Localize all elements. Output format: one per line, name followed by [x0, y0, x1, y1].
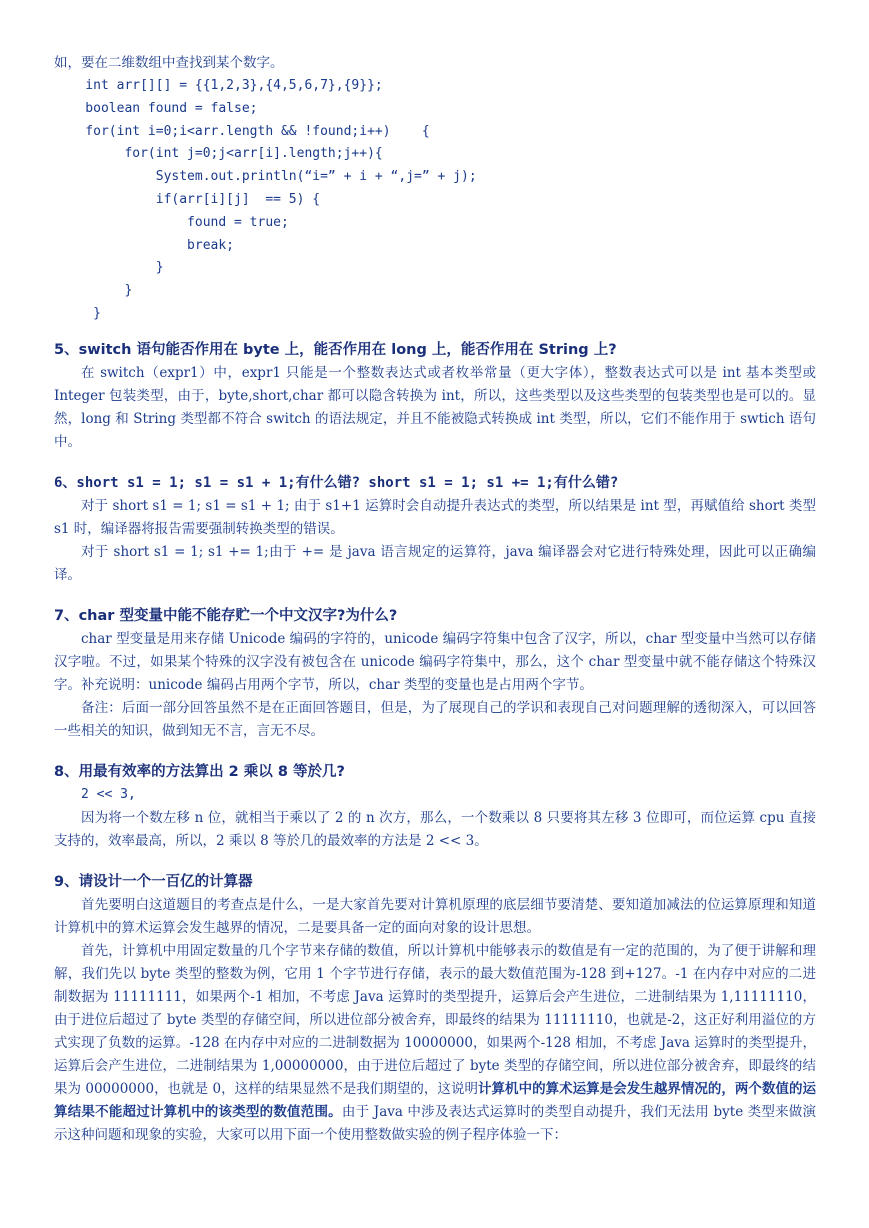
paragraph: 对于 short s1 = 1; s1 = s1 + 1; 由于 s1+1 运算时会自动提升表达式的类型，所以结果是 int 型，再赋值给 short 类型 s1 时，编译器将报告需要强制转换类型的错误。 — [54, 497, 816, 537]
paragraph: 备注：后面一部分回答虽然不是在正面回答题目，但是，为了展现自己的学识和表现自己对问题理解的透彻深入，可以回答一些相关的知识，做到知无不言，言无不尽。 — [54, 699, 816, 739]
section-heading: 6、short s1 = 1; s1 = s1 + 1;有什么错? short s1 = 1; s1 += 1;有什么错? — [54, 474, 619, 491]
section-9 — [54, 870, 816, 1147]
paragraph: 在 switch（expr1）中，expr1 只能是一个整数表达式或者枚举常量（更大字体），整数表达式可以是 int 基本类型或 Integer 包装类型，由于，byte,short,char 都可以隐含转换为 int，所以，这些类型以及这些类型的包装类型也是可以的。显然，long 和 String 类型都不符合 switch 的语法规定，并且不能被隐式转换成 int 类型，所以，它们不能作用于 swtich 语句中。 — [54, 364, 816, 450]
section-6 — [54, 471, 816, 587]
document-page — [54, 52, 816, 1147]
section-8 — [54, 760, 816, 853]
code-line: for(int j=0;j<arr[i].length;j++){ — [54, 146, 383, 162]
section-heading: 7、char 型变量中能不能存贮一个中文汉字?为什么? — [54, 607, 398, 624]
code-line: break; — [54, 237, 235, 253]
code-line: for(int i=0;i<arr.length && !found;i++) { — [54, 123, 430, 139]
code-line: } — [54, 283, 133, 299]
section-heading: 8、用最有效率的方法算出 2 乘以 8 等於几? — [54, 763, 345, 780]
code-line: if(arr[i][j] == 5) { — [54, 191, 321, 207]
paragraph: 因为将一个数左移 n 位，就相当于乘以了 2 的 n 次方，那么，一个数乘以 8 只要将其左移 3 位即可，而位运算 cpu 直接支持的，效率最高，所以，2 乘以 8 等於几的最效率的方法是 2 << 3。 — [54, 809, 816, 849]
section-5 — [54, 338, 816, 454]
code-line: int arr[][] = {{1,2,3},{4,5,6,7},{9}}; — [54, 78, 383, 93]
code-line: boolean found = false; — [54, 100, 258, 116]
code-line: } — [54, 305, 101, 321]
code-line: System.out.println(“i=” + i + “,j=” + j); — [54, 169, 477, 185]
paragraph-text: 首先，计算机中用固定数量的几个字节来存储的数值，所以计算机中能够表示的数值是有一定的范围的，为了便于讲解和理解，我们先以 byte 类型的整数为例，它用 1 个字节进行存储，表示的最大数值范围为-128 到+127。-1 在内存中对应的二进制数据为 11111111，如果两个-1 相加，不考虑 Java 运算时的类型提升，运算后会产生进位，二进制结果为 1,11111110，由于进位后超过了 byte 类型的存储空间，所以进位部分被舍弃，即最终的结果为 11111110，也就是-2，这正好利用溢位的方式实现了负数的运算。-128 在内存中对应的二进制数据为 10000000，如果两个-128 相加，不考虑 Java 运算时的类型提升，运算后会产生进位，二进制结果为 1,00000000，由于进位后超过了 byte 类型的存储空间，所以进位部分被舍弃，即最终的结果为 00000000，也就是 0，这样的结果显然不是我们期望的，这说明 — [54, 942, 816, 1097]
paragraph: 对于 short s1 = 1; s1 += 1;由于 += 是 java 语言规定的运算符，java 编译器会对它进行特殊处理，因此可以正确编译。 — [54, 543, 816, 583]
paragraph: 首先要明白这道题目的考查点是什么，一是大家首先要对计算机原理的底层细节要清楚、要知道加减法的位运算原理和知道计算机中的算术运算会发生越界的情况，二是要具备一定的面向对象的设计思想。 — [54, 896, 816, 936]
paragraph: char 型变量是用来存储 Unicode 编码的字符的，unicode 编码字符集中包含了汉字，所以，char 型变量中当然可以存储汉字啦。不过，如果某个特殊的汉字没有被包含在 unicode 编码字符集中，那么，这个 char 型变量中就不能存储这个特殊汉字。补充说明：unicode 编码占用两个字节，所以，char 类型的变量也是占用两个字节。 — [54, 630, 816, 693]
section-heading: 5、switch 语句能否作用在 byte 上，能否作用在 long 上，能否作用在 String 上? — [54, 341, 617, 358]
code-line: 2 << 3, — [81, 786, 136, 802]
code-block — [54, 75, 816, 326]
code-line: } — [54, 260, 164, 276]
paragraph-text: 由于 Java 中涉及表达式运算时的类型自动提升，我们无法用 byte 类型来做演示这种问题和现象的实验，大家可以用下面一个使用整数做实验的例子程序体验一下： — [54, 1103, 817, 1143]
section-7 — [54, 604, 816, 743]
bold-emphasis: 计算机中的算术运算是会发生越界情况的，两个数值的运算结果不能超过计算机中的该类型的数值范围。 — [54, 1080, 817, 1120]
code-line: found = true; — [54, 214, 289, 230]
paragraph — [54, 940, 816, 1147]
intro-line: 如，要在二维数组中查找到某个数字。 — [54, 55, 284, 71]
section-heading: 9、请设计一个一百亿的计算器 — [54, 873, 253, 890]
